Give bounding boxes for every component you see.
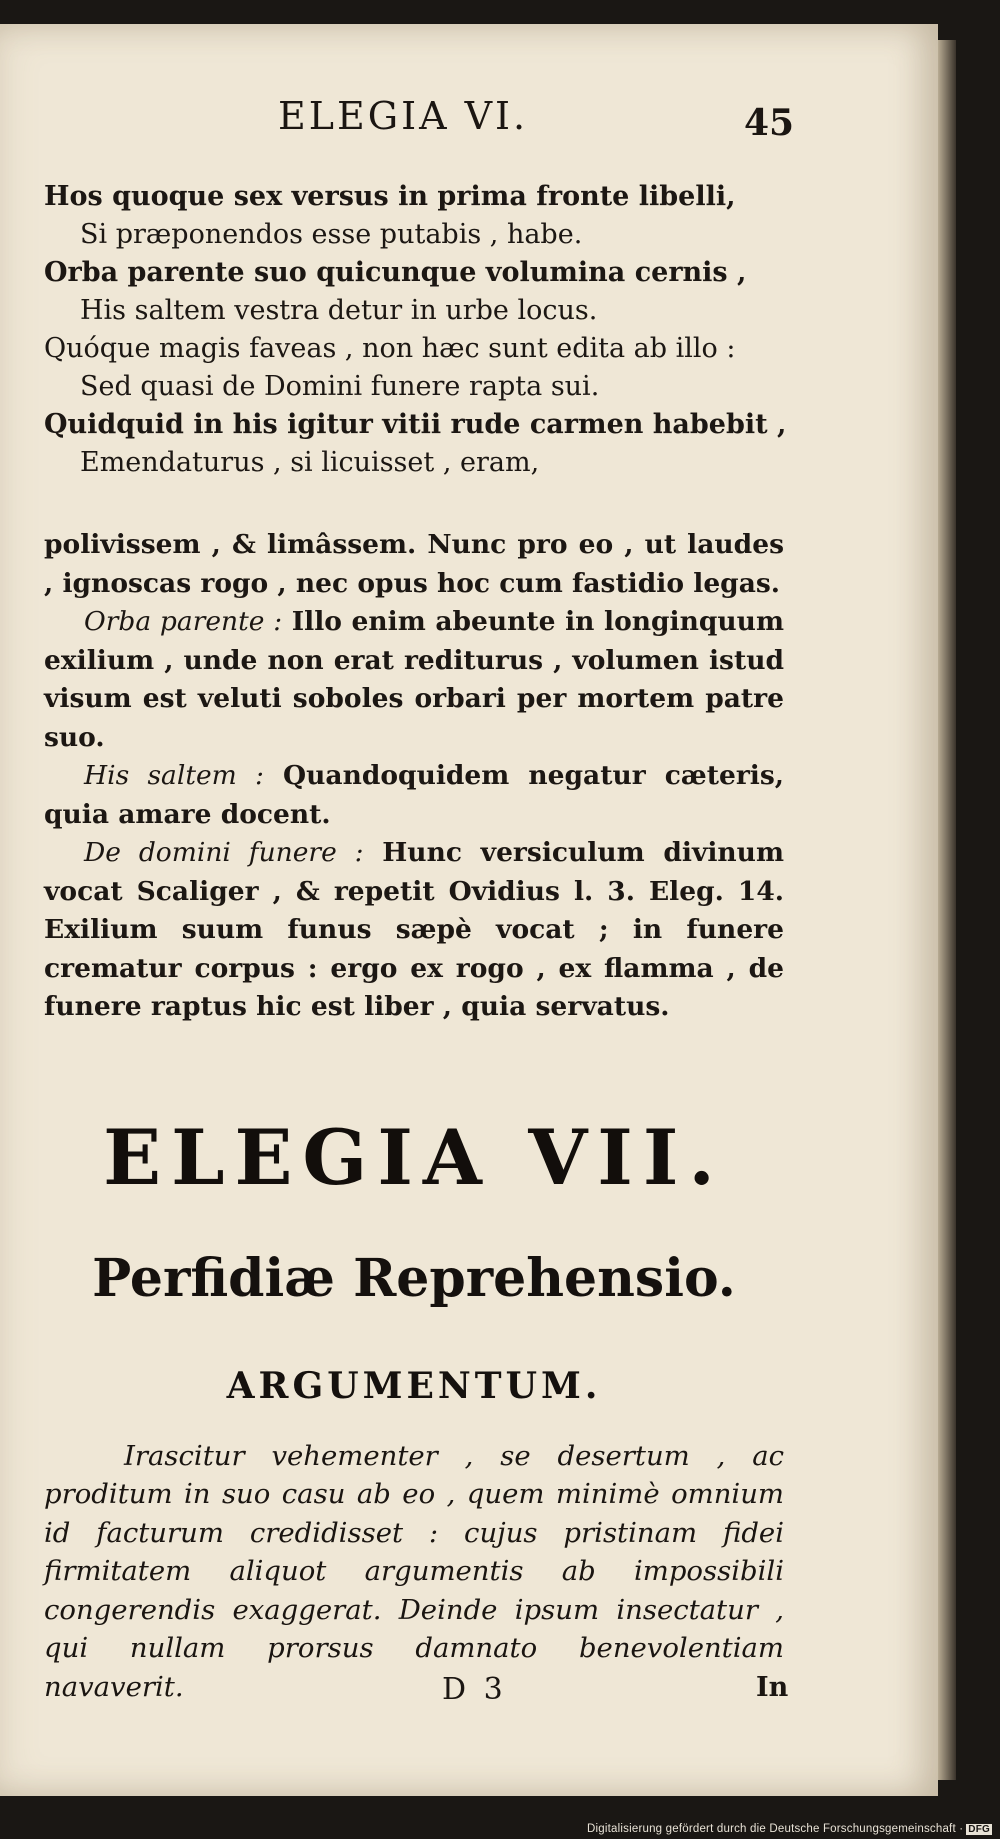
page-header	[0, 70, 938, 144]
verse-line: Orba parente suo quicunque volumina cernis ,	[44, 257, 747, 288]
lemma: Orba parente :	[84, 606, 283, 637]
dfg-logo-icon: DFG	[968, 1824, 990, 1835]
commentary-text: Quandoquidem negatur cæteris, quia amare docent.	[44, 760, 785, 830]
commentary-text: Illo enim abeunte in longinquum exilium , unde non erat rediturus , volumen istud visum est veluti soboles orbari per mortem patre suo.	[44, 606, 784, 753]
verse-line: Si præponendos esse putabis , habe.	[80, 219, 583, 250]
commentary-paragraph	[44, 834, 784, 1027]
page-content	[44, 178, 787, 1706]
argumentum-heading: ARGUMENTUM.	[226, 1364, 602, 1407]
running-head: ELEGIA VI.	[278, 94, 529, 138]
verse-line: His saltem vestra detur in urbe locus.	[80, 295, 598, 326]
verse-line: Sed quasi de Domini funere rapta sui.	[80, 371, 600, 402]
lemma: His saltem :	[84, 760, 264, 791]
commentary-text: Hunc versiculum divinum vocat Scaliger , & repetit Ovidius l. 3. Eleg. 14. Exilium suum funus sæpè vocat ; in funere crematur corpus : ergo ex rogo , ex flamma , de funere raptus hic est liber , quia servatus.	[44, 837, 784, 1022]
commentary-paragraph: polivissem , & limâssem. Nunc pro eo , ut laudes , ignoscas rogo , nec opus hoc cum fastidio legas.	[44, 529, 784, 599]
commentary-paragraph	[44, 603, 784, 757]
section-subtitle: Perfidiæ Reprehensio.	[92, 1247, 736, 1309]
digitization-credit	[587, 1823, 992, 1835]
catchword: In	[756, 1672, 789, 1703]
page-edge	[938, 40, 956, 1780]
lemma: De domini funere :	[84, 837, 364, 868]
verse-line: Hos quoque sex versus in prima fronte libelli,	[44, 181, 736, 212]
signature-mark: D 3	[442, 1672, 507, 1707]
verse-line: Emendaturus , si licuisset , eram,	[80, 447, 540, 478]
page-number: 45	[744, 102, 795, 144]
commentary-paragraph	[44, 757, 784, 834]
argumentum-text: Irascitur vehementer , se desertum , ac proditum in suo casu ab eo , quem minimè omnium id facturum credidisset : cujus pristinam fidei firmitatem aliquot argumentis ab impossibili congerendis exaggerat. Deinde ipsum insectatur , qui nullam prorsus damnato benevolentiam navaverit.	[44, 1439, 784, 1703]
commentary	[44, 526, 784, 1027]
verse-line: Quidquid in his igitur vitii rude carmen habebit ,	[44, 409, 787, 440]
section-title: ELEGIA VII.	[103, 1112, 725, 1202]
verse-line: Quóque magis faveas , non hæc sunt edita ab illo :	[44, 333, 736, 364]
credit-text: Digitalisierung gefördert durch die Deutsche Forschungsgemeinschaft ·	[587, 1823, 964, 1835]
